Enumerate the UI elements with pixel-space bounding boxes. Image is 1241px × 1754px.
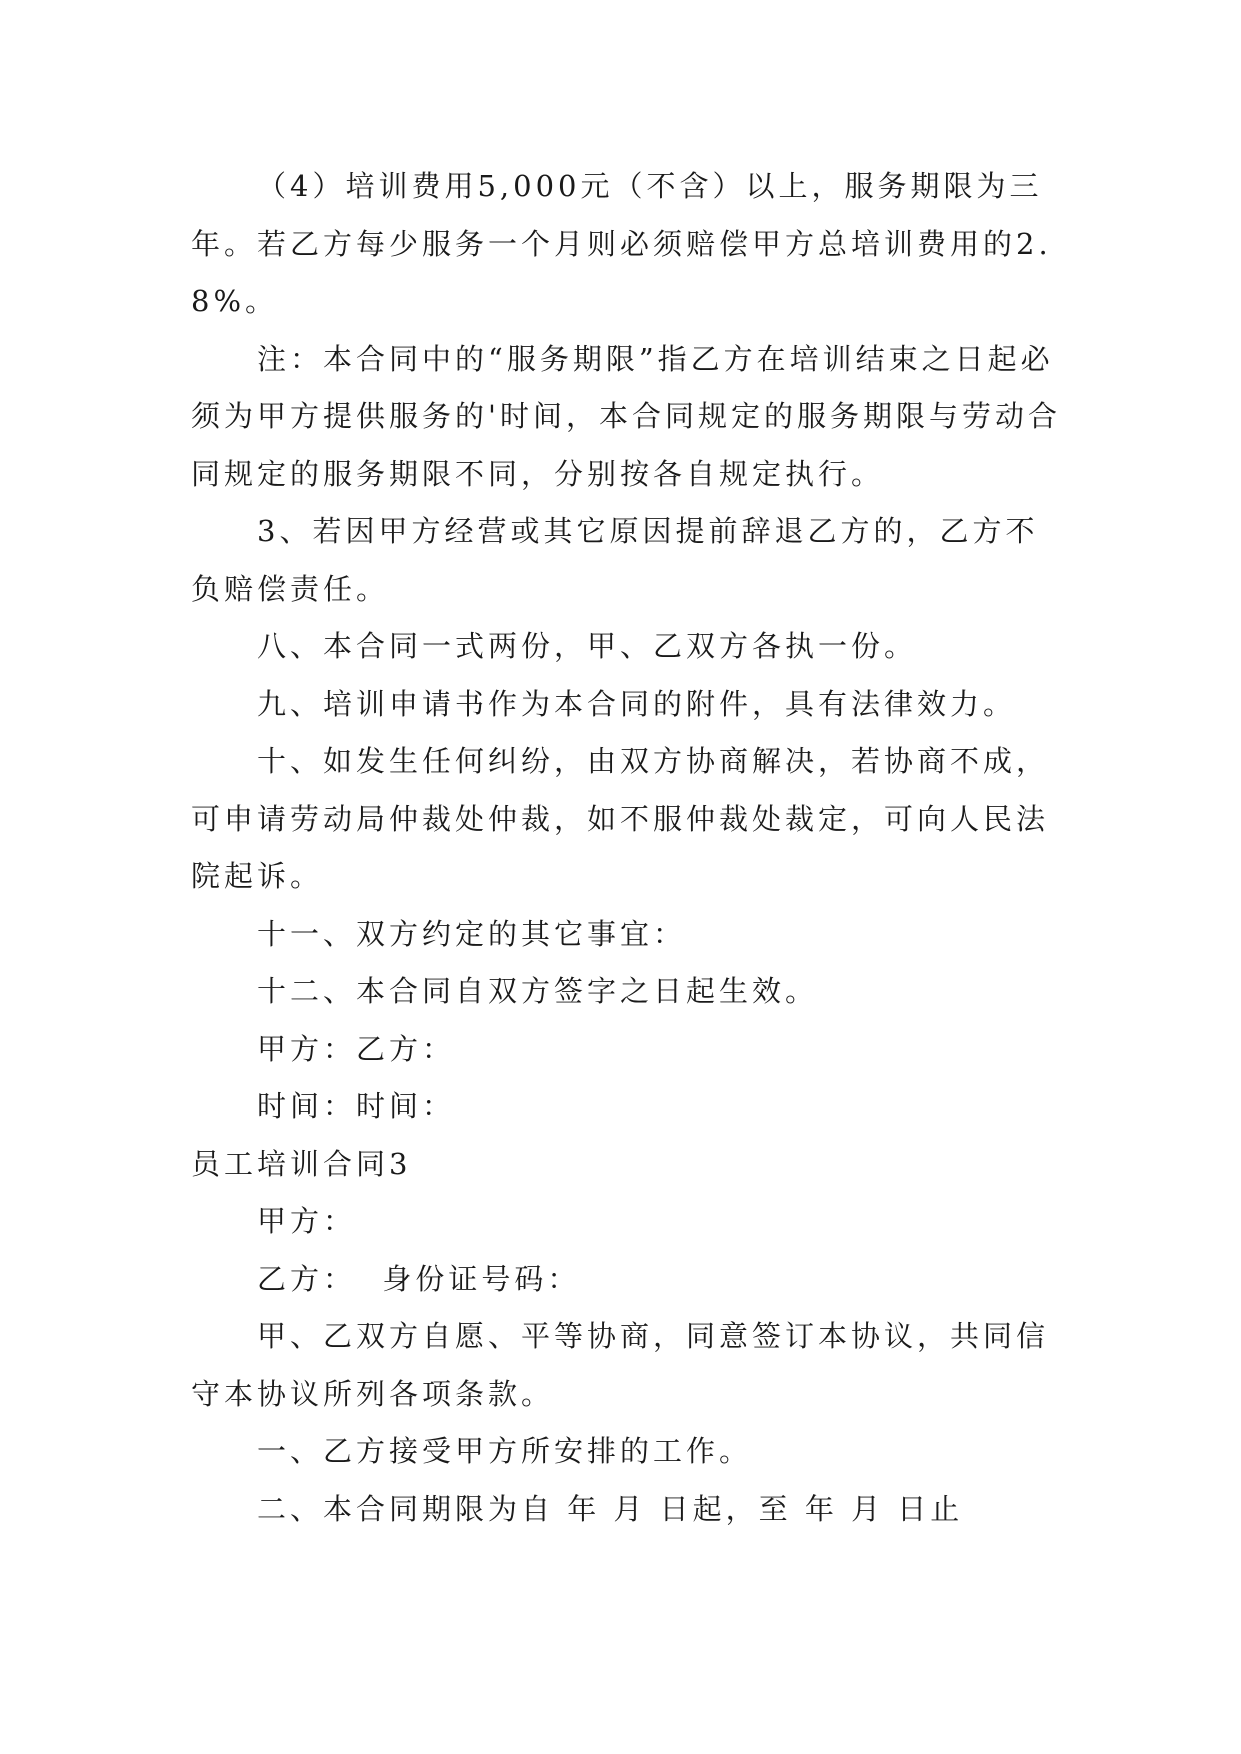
paragraph-agreement-intro: 甲、乙双方自愿、平等协商，同意签订本协议，共同信守本协议所列各项条款。 <box>191 1319 1050 1411</box>
signature-parties-line: 甲方：乙方： <box>257 1031 456 1066</box>
paragraph-clause-two: 二、本合同期限为自 年 月 日起，至 年 月 日止 <box>257 1491 964 1526</box>
party-a-line: 甲方： <box>257 1204 357 1238</box>
paragraph-dispute-clause: 十、如发生任何纠纷，由双方协商解决，若协商不成，可申请劳动局仲裁处仲裁，如不服仲裁处裁定，可向人民法院起诉。 <box>191 744 1050 893</box>
paragraph-training-fee-clause: （4）培训费用5,000元（不含）以上，服务期限为三年。若乙方每少服务一个月则必须赔偿甲方总培训费用的2.8%。 <box>191 169 1052 318</box>
paragraph-attachment-clause: 九、培训申请书作为本合同的附件，具有法律效力。 <box>257 686 1017 721</box>
paragraph-clause-one: 一、乙方接受甲方所安排的工作。 <box>257 1434 753 1468</box>
section-title: 员工培训合同3 <box>191 1146 412 1181</box>
signature-date-line: 时间：时间： <box>257 1089 456 1123</box>
party-b-line: 乙方： 身份证号码： <box>257 1261 581 1296</box>
paragraph-service-term-note: 注：本合同中的“服务期限”指乙方在培训结束之日起必须为甲方提供服务的'时间，本合同规定的服务期限与劳动合同规定的服务期限不同，分别按各自规定执行。 <box>191 341 1061 491</box>
paragraph-copies-clause: 八、本合同一式两份，甲、乙双方各执一份。 <box>257 629 918 663</box>
document-page <box>191 158 1071 1538</box>
paragraph-effective-clause: 十二、本合同自双方签字之日起生效。 <box>257 974 819 1008</box>
paragraph-dismissal-clause: 3、若因甲方经营或其它原因提前辞退乙方的，乙方不负赔偿责任。 <box>191 514 1039 606</box>
paragraph-other-matters: 十一、双方约定的其它事宜： <box>257 916 687 951</box>
